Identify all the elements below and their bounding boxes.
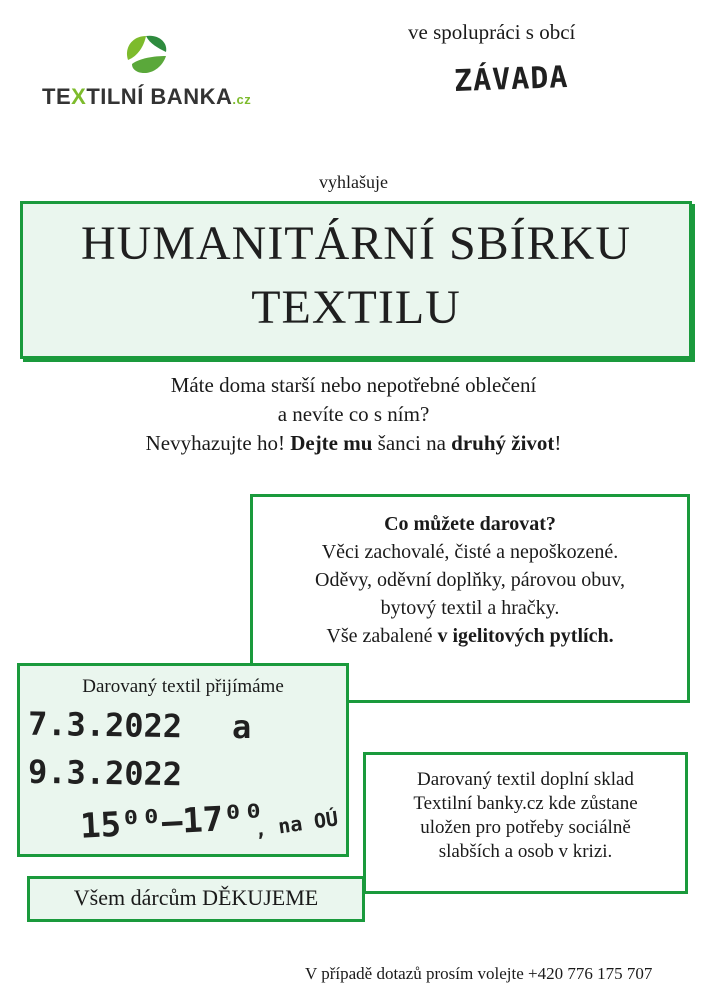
accept-and: a [232,708,252,746]
accept-heading: Darovaný textil přijímáme [82,676,284,697]
donate-line-4b: v igelitových pytlích. [437,625,614,647]
contact-text: V případě dotazů prosím volejte +420 776 175 707 [305,964,653,983]
logo-text-x: X [71,84,87,109]
intro-line-3b: Dejte mu [290,431,373,455]
stock-line-4: slabších a osob v krizi. [438,841,613,862]
stock-line-2: Textilní banky.cz kde zůstane [413,793,638,814]
logo-text-post: TILNÍ BANKA [86,84,233,109]
donate-line-4 [250,622,690,650]
donate-line-2: Oděvy, oděvní doplňky, párovou obuv, [315,569,625,591]
donate-line-1: Věci zachovalé, čisté a nepoškozené. [321,541,619,563]
donate-heading: Co můžete darovat? [384,513,556,535]
stock-line-1: Darovaný textil doplní sklad [417,769,634,790]
stock-line-3: uložen pro potřeby sociálně [420,817,631,838]
logo-text-pre: TE [42,84,72,109]
title-line-2: TEXTILU [251,281,461,334]
title-line-1: HUMANITÁRNÍ SBÍRKU [80,217,631,270]
intro-line-2: a nevíte co s ním? [277,402,430,426]
accept-place: , na OÚ [252,806,340,842]
cooperation-label: ve spolupráci s obcí [408,20,576,44]
donate-line-4a: Vše zabalené [326,625,438,647]
donate-line-3: bytový textil a hračky. [380,597,560,619]
intro-line-3d: druhý život [451,431,555,455]
announce-text: vyhlašuje [319,172,388,192]
logo-text-cz: .cz [232,92,252,107]
intro-line-3e: ! [554,431,562,455]
textilni-banka-logo-icon [120,30,172,78]
thanks-text: Všem dárcům DĚKUJEME [73,885,319,910]
intro-line-3 [0,429,707,458]
intro-line-3a: Nevyhazujte ho! [145,431,291,455]
intro-line-1: Máte doma starší nebo nepotřebné oblečení [170,373,537,397]
intro-line-3c: šanci na [372,431,452,455]
accept-time: 15⁰⁰–17⁰⁰ [79,797,266,847]
accept-date-2: 9.3.2022 [27,752,183,794]
logo-wordmark [42,84,251,110]
village-handwritten: ZÁVADA [453,60,569,99]
accept-date-1: 7.3.2022 [27,704,183,746]
